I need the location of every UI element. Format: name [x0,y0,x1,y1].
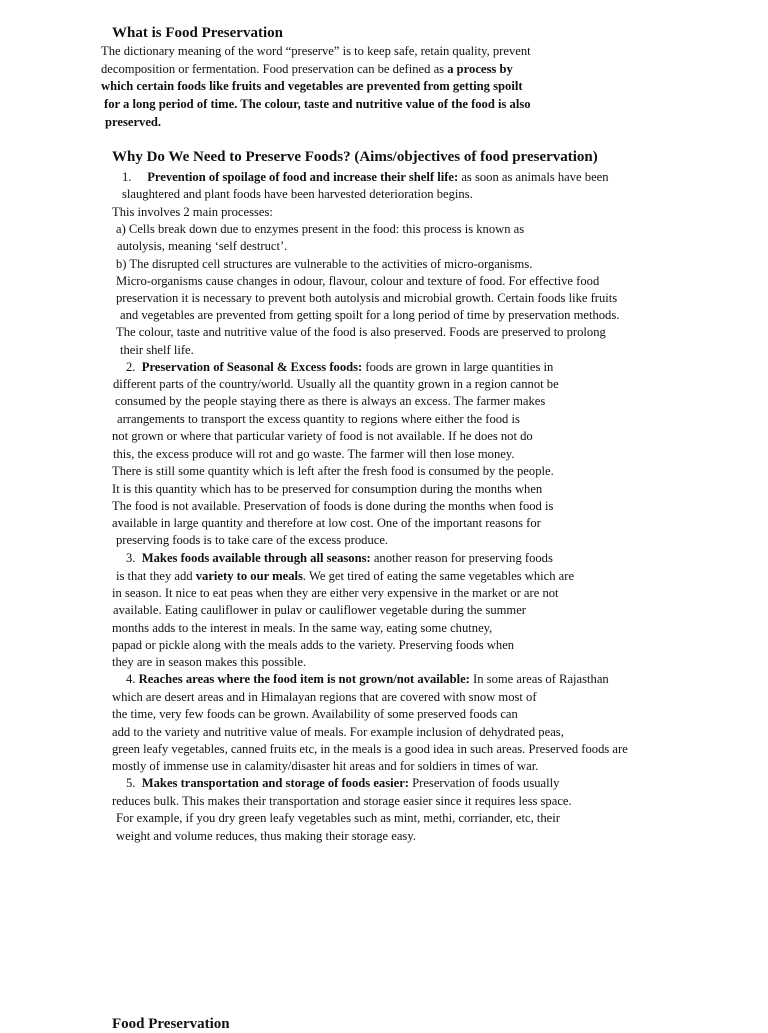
text-span: is that they add [116,569,196,583]
text-line [126,359,553,375]
text-line [126,775,559,791]
text-line: available. Eating cauliflower in pulav or cauliflower vegetable during the summer [113,603,526,617]
text-span: decomposition or fermentation. Food preservation can be defined as [101,62,448,76]
text-line: It is this quantity which has to be preserved for consumption during the months when [112,482,543,496]
text-line: weight and volume reduces, thus making their storage easy. [116,829,416,843]
text-line [126,671,609,687]
text-span: as soon as animals have been [458,170,609,184]
item-title: Reaches areas where the food item is not grown/not available: [138,672,470,686]
text-span: In some areas of Rajasthan [469,672,609,686]
text-line: a) Cells break down due to enzymes present in the food: this process is known as [116,222,525,236]
text-line [101,61,513,77]
text-line: their shelf life. [120,343,194,357]
text-line: autolysis, meaning ‘self destruct’. [117,239,288,253]
text-line: green leafy vegetables, canned fruits etc, in the meals is a good idea in such areas. Preserved foods are [112,742,628,756]
list-number: 3. [126,551,136,565]
text-line: The food is not available. Preservation of foods is done during the months when food is [112,499,554,513]
bold-span: a process by [447,62,513,76]
text-line: This involves 2 main processes: [112,205,273,219]
text-line: preserving foods is to take care of the excess produce. [116,533,389,547]
text-line: The colour, taste and nutritive value of the food is also preserved. Foods are preserved to prolong [116,325,606,339]
text-line: which certain foods like fruits and vegetables are prevented from getting spoilt [101,79,523,93]
text-line: months adds to the interest in meals. In the same way, eating some chutney, [112,621,493,635]
text-line: consumed by the people staying there as there is always an excess. The farmer makes [115,394,546,408]
text-span: another reason for preserving foods [370,551,553,565]
text-line: There is still some quantity which is left after the fresh food is consumed by the people. [112,464,554,478]
list-number: 4. [126,672,136,686]
list-number: 5. [126,776,136,790]
text-line: The dictionary meaning of the word “preserve” is to keep safe, retain quality, prevent [101,44,531,58]
text-span: Preservation of foods usually [409,776,560,790]
item-title: Prevention of spoilage of food and increase their shelf life: [147,170,459,184]
item-title: Makes transportation and storage of foods easier: [141,776,409,790]
bold-span: variety to our meals [195,569,303,583]
text-line [122,169,609,185]
item-title: Makes foods available through all seasons: [141,551,371,565]
text-line: preservation it is necessary to prevent both autolysis and microbial growth. Certain foods like fruits [116,291,618,305]
text-line: available in large quantity and therefore at low cost. One of the important reasons for [112,516,541,530]
text-line: which are desert areas and in Himalayan regions that are covered with snow most of [112,690,537,704]
text-line: preserved. [105,115,162,129]
text-line: For example, if you dry green leafy vegetables such as mint, methi, corriander, etc, their [116,811,560,825]
text-line [116,568,574,584]
item-title: Preservation of Seasonal & Excess foods: [141,360,363,374]
text-line: different parts of the country/world. Usually all the quantity grown in a region cannot be [113,377,559,391]
list-number: 2. [126,360,136,374]
text-line: in season. It nice to eat peas when they are either very expensive in the market or are not [112,586,559,600]
list-number: 1. [122,170,132,184]
next-section-heading: Food Preservation [112,1016,230,1032]
text-line: for a long period of time. The colour, taste and nutritive value of the food is also [104,97,531,111]
text-line: b) The disrupted cell structures are vulnerable to the activities of micro-organisms. [116,257,533,271]
page-title: What is Food Preservation [112,25,283,41]
text-line: add to the variety and nutritive value of meals. For example inclusion of dehydrated peas, [112,725,564,739]
text-line: Micro-organisms cause changes in odour, flavour, colour and texture of food. For effective food [116,274,600,288]
text-line: the time, very few foods can be grown. Availability of some preserved foods can [112,707,518,721]
text-line [126,550,553,566]
text-span: foods are grown in large quantities in [362,360,554,374]
text-line: and vegetables are prevented from getting spoilt for a long period of time by preservation methods. [120,308,620,322]
text-line: reduces bulk. This makes their transportation and storage easier since it requires less space. [112,794,572,808]
text-line: not grown or where that particular variety of food is not available. If he does not do [112,429,533,443]
text-line: they are in season makes this possible. [112,655,307,669]
text-line: mostly of immense use in calamity/disaster hit areas and for soldiers in times of war. [112,759,539,773]
text-line: papad or pickle along with the meals adds to the variety. Preserving foods when [112,638,515,652]
text-line: slaughtered and plant foods have been harvested deterioration begins. [122,187,473,201]
text-line: this, the excess produce will rot and go waste. The farmer will then lose money. [113,447,515,461]
text-line: arrangements to transport the excess quantity to regions where either the food is [117,412,520,426]
section-heading: Why Do We Need to Preserve Foods? (Aims/objectives of food preservation) [112,149,598,165]
text-span: . We get tired of eating the same vegetables which are [302,569,575,583]
